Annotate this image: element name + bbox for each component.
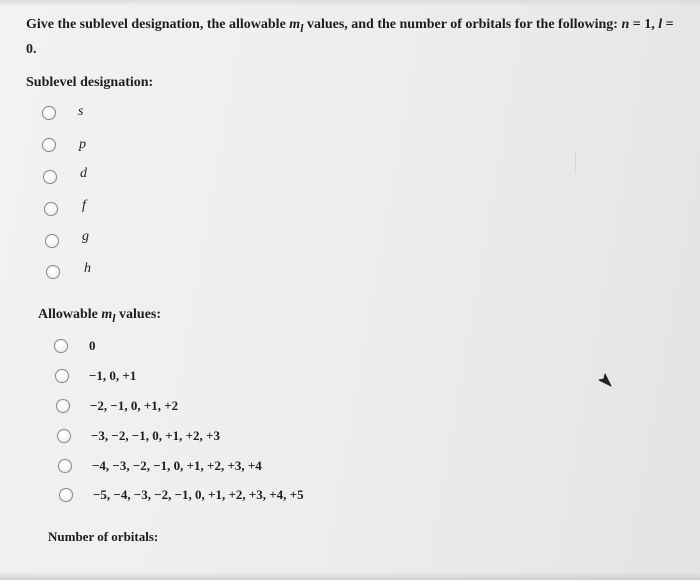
ml-option-3[interactable]: [57, 426, 71, 446]
question-middle: values, and the number of orbitals for the following:: [303, 17, 622, 32]
ml-label-5: −5, −4, −3, −2, −1, 0, +1, +2, +3, +4, +5: [93, 487, 304, 502]
sublevel-label-s: s: [78, 104, 84, 119]
radio-button[interactable]: [43, 170, 57, 184]
radio-button[interactable]: [57, 429, 71, 443]
radio-button[interactable]: [59, 488, 73, 502]
ml-label-4: −4, −3, −2, −1, 0, +1, +2, +3, +4: [92, 458, 262, 473]
ml-heading: [38, 307, 161, 325]
question-prefix: Give the sublevel designation, the allowable: [26, 17, 290, 32]
ml-label-1: −1, 0, +1: [89, 368, 137, 383]
radio-button[interactable]: [54, 339, 68, 353]
sublevel-option-d[interactable]: [43, 167, 57, 187]
radio-button[interactable]: [58, 459, 72, 473]
ml-heading-suffix: values:: [115, 307, 162, 322]
sublevel-label-f: f: [82, 198, 86, 213]
ml-label-2: −2, −1, 0, +1, +2: [90, 398, 179, 413]
l-symbol: l: [658, 17, 663, 32]
sublevel-label-h: h: [84, 261, 91, 276]
radio-button[interactable]: [55, 369, 69, 383]
radio-button[interactable]: [42, 138, 56, 152]
ml-label-3: −3, −2, −1, 0, +1, +2, +3: [91, 428, 220, 443]
n-symbol: n: [621, 17, 630, 32]
radio-button[interactable]: [56, 399, 70, 413]
sublevel-option-p[interactable]: [42, 135, 56, 155]
faint-mark: [575, 152, 576, 174]
sublevel-option-h[interactable]: [46, 262, 60, 282]
sublevel-label-p: p: [79, 137, 86, 152]
sublevel-option-s[interactable]: [42, 103, 56, 123]
ml-heading-symbol: m: [101, 307, 113, 322]
radio-button[interactable]: [44, 202, 58, 216]
sublevel-option-g[interactable]: [45, 231, 59, 251]
ml-subscript: l: [300, 21, 304, 35]
ml-heading-prefix: Allowable: [38, 307, 102, 322]
bottom-edge: [0, 572, 700, 580]
sublevel-option-f[interactable]: [44, 199, 58, 219]
ml-label-0: 0: [89, 338, 96, 353]
ml-option-2[interactable]: [56, 396, 70, 416]
ml-option-5[interactable]: [59, 485, 73, 505]
top-edge: [0, 0, 700, 6]
radio-button[interactable]: [42, 106, 56, 120]
question-text: [26, 14, 686, 60]
sublevel-heading: Sublevel designation:: [26, 75, 154, 90]
ml-option-1[interactable]: [55, 366, 69, 386]
radio-button[interactable]: [45, 234, 59, 248]
orbitals-heading: Number of orbitals:: [48, 529, 159, 544]
radio-button[interactable]: [46, 265, 60, 279]
ml-option-4[interactable]: [58, 456, 72, 476]
ml-symbol: m: [289, 17, 301, 32]
ml-option-0[interactable]: [54, 336, 68, 356]
n-value: = 1,: [629, 17, 659, 32]
mouse-cursor-icon: [596, 371, 614, 389]
sublevel-label-d: d: [80, 166, 87, 181]
l-value: = 0.: [26, 17, 674, 57]
sublevel-label-g: g: [82, 229, 89, 244]
ml-heading-subscript: l: [112, 311, 116, 325]
